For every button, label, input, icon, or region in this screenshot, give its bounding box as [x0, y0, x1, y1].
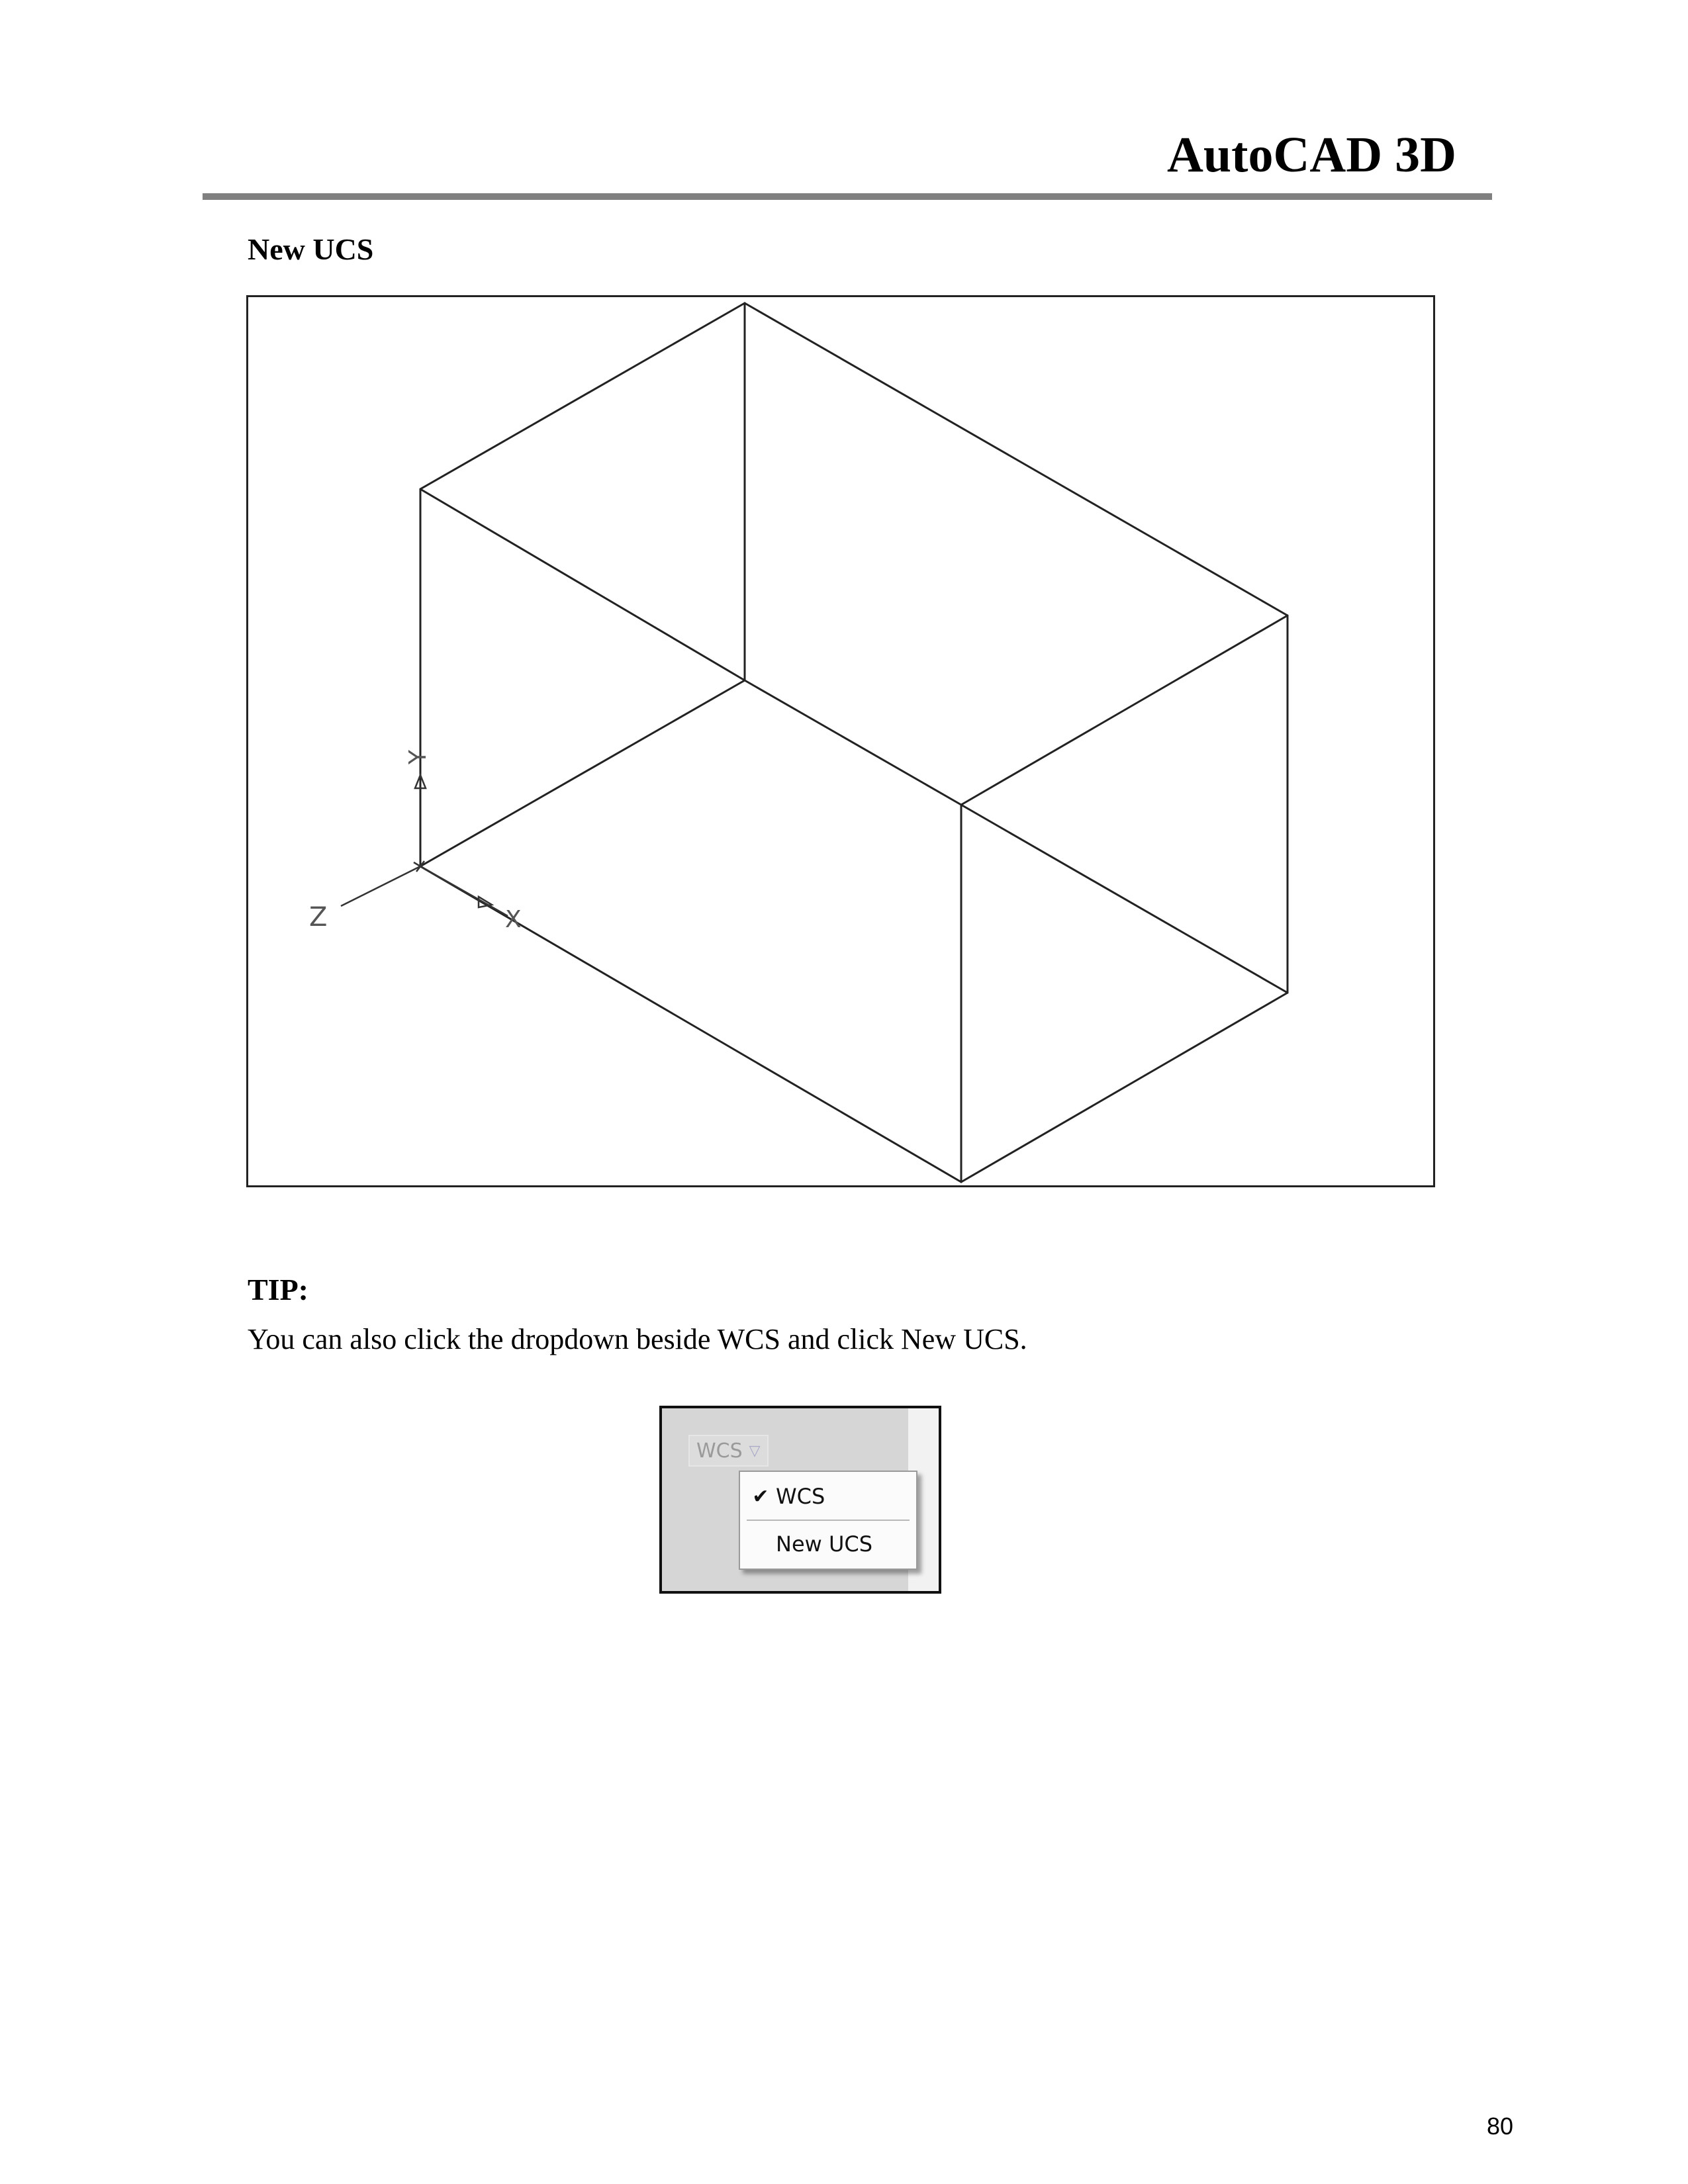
menu-item-label: WCS	[776, 1484, 825, 1509]
menu-item-wcs[interactable]	[740, 1476, 916, 1517]
menu-item-new-ucs[interactable]	[740, 1524, 916, 1565]
section-heading: New UCS	[248, 232, 374, 266]
header-divider	[203, 193, 1492, 200]
menu-separator	[747, 1520, 910, 1521]
page-number: 80	[1487, 2113, 1514, 2140]
menu-item-label: New UCS	[776, 1531, 873, 1557]
ucs-dropdown-menu	[739, 1471, 917, 1570]
tip-text: You can also click the dropdown beside WCS and click New UCS.	[248, 1323, 1027, 1355]
y-axis-label: Y	[404, 750, 432, 764]
ucs-dropdown-screenshot	[659, 1406, 941, 1594]
ucs-icon	[341, 775, 508, 916]
checkmark-icon: ✔	[752, 1484, 769, 1508]
tip-heading: TIP:	[248, 1273, 308, 1306]
x-axis-line	[420, 866, 508, 916]
box-wireframe-figure	[246, 295, 1435, 1187]
x-axis-label: X	[505, 906, 522, 933]
document-title: AutoCAD 3D	[1167, 127, 1456, 183]
z-axis-label: Z	[309, 902, 328, 933]
wcs-dropdown-toggle[interactable]	[688, 1435, 769, 1467]
wcs-toggle-label: WCS	[696, 1439, 743, 1463]
box-wireframe-drawing	[248, 297, 1433, 1185]
z-axis-line	[341, 866, 420, 906]
chevron-down-icon: ▽	[749, 1442, 761, 1459]
